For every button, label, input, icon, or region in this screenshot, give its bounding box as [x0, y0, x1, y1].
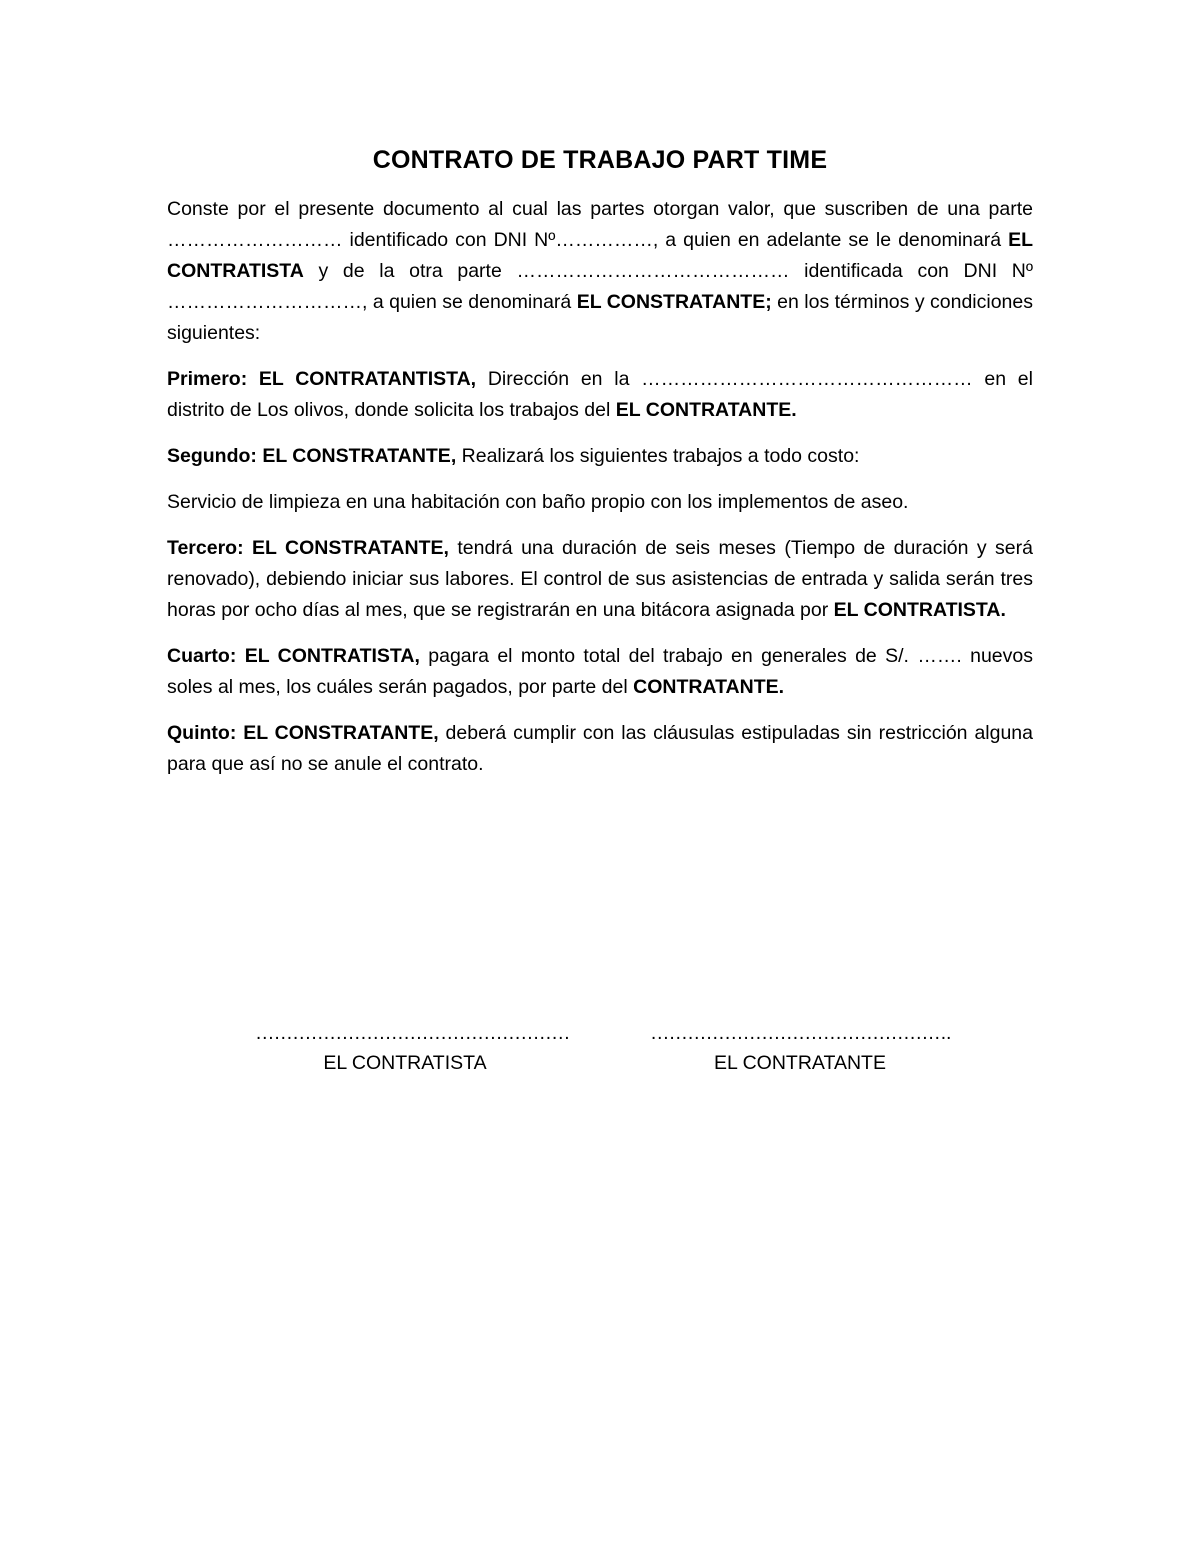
clause-cuarto-bold-end: CONTRATANTE. [633, 676, 785, 698]
clause-segundo-heading: Segundo: EL CONSTRATANTE, [167, 445, 457, 467]
clause-quinto [167, 718, 1033, 780]
document-body [167, 142, 1033, 795]
clause-primero [167, 364, 1033, 426]
service-description: Servicio de limpieza en una habitación con baño propio con los implementos de aseo. [167, 491, 909, 513]
clause-tercero-bold-end: EL CONTRATISTA. [833, 599, 1006, 621]
signature-label-right: EL CONTRATANTE [714, 1052, 886, 1074]
clause-tercero-text: tendrá una duración de seis meses (Tiempo de duración y será renovado), debiendo iniciar sus labores. El control de sus asistencias de entrada y salida serán tres horas por ocho días al mes, que se registrarán en una bitácora asignada por [167, 537, 1033, 621]
intro-bold-contratista: EL CONTRATISTA [167, 229, 1033, 282]
clause-primero-heading: Primero: EL CONTRATANTISTA, [167, 368, 477, 390]
clause-primero-bold-end: EL CONTRATANTE. [615, 399, 797, 421]
clause-segundo-text: Realizará los siguientes trabajos a todo costo: [456, 445, 860, 467]
intro-bold-contratante: EL CONSTRATANTE; [576, 291, 772, 313]
intro-text-2: y de la otra parte …………………………………… identificada con DNI Nº …………………………, a quien se denominará [167, 260, 1033, 313]
signature-contratista [255, 1018, 570, 1078]
signature-contratante [650, 1018, 950, 1078]
clause-cuarto [167, 641, 1033, 703]
intro-text-3: en los términos y condiciones siguientes: [167, 291, 1033, 344]
clause-cuarto-heading: Cuarto: EL CONTRATISTA, [167, 645, 420, 667]
clause-tercero [167, 533, 1033, 626]
clause-primero-text: Dirección en la …………………………………………… en el distrito de Los olivos, donde solicita los trabajos del [167, 368, 1033, 421]
clause-cuarto-text: pagara el monto total del trabajo en generales de S/. ……. nuevos soles al mes, los cuáles serán pagados, por parte del [167, 645, 1033, 698]
intro-text-1: Conste por el presente documento al cual las partes otorgan valor, que suscriben de una parte ……………………… identificado con DNI Nº……………, a quien en adelante se le denominará [167, 198, 1033, 251]
clause-quinto-text: deberá cumplir con las cláusulas estipuladas sin restricción alguna para que así no se anule el contrato. [167, 722, 1033, 775]
clause-tercero-heading: Tercero: EL CONSTRATANTE, [167, 537, 449, 559]
document-title: CONTRATO DE TRABAJO PART TIME [372, 146, 828, 174]
clause-segundo [167, 441, 1033, 472]
clause-quinto-heading: Quinto: EL CONSTRATANTE, [167, 722, 439, 744]
signature-line-right: …………………………………………. [650, 1022, 951, 1044]
intro-paragraph [167, 194, 1033, 349]
signature-line-left: …………………………………………… [255, 1022, 570, 1044]
signature-label-left: EL CONTRATISTA [323, 1052, 487, 1074]
